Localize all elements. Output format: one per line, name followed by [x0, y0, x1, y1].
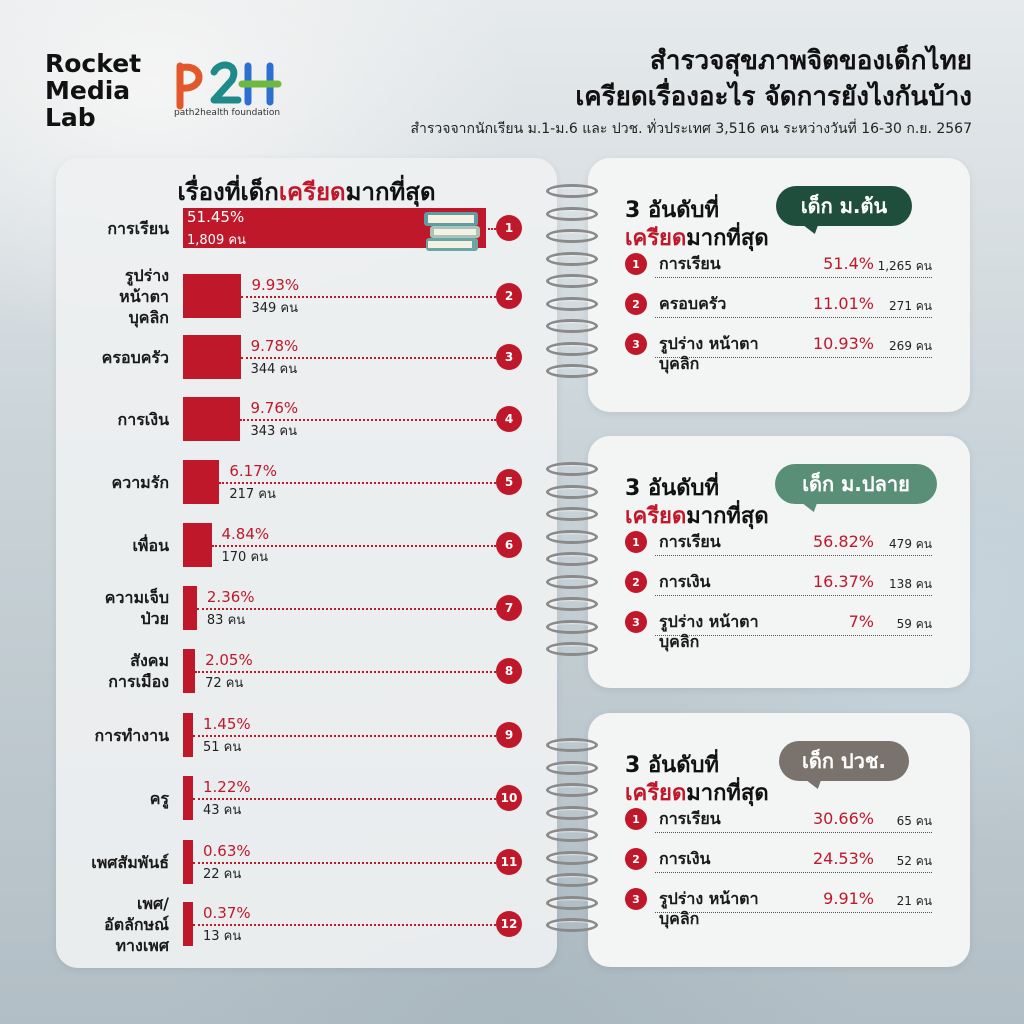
rocket-media-lab-logo: [45, 50, 141, 131]
row-count: 271 คน: [889, 299, 932, 313]
category-label: [102, 347, 169, 368]
panel-heading-highlight: เครียด: [625, 504, 687, 529]
row-label-line: การเรียน: [659, 532, 721, 551]
value-label: 1.22%: [203, 778, 251, 796]
binder-ring: [546, 896, 598, 910]
row-label-line: รูปร่าง หน้าตา: [659, 612, 759, 631]
chart-title-highlight: เครียด: [278, 178, 346, 206]
row-label-line: ครอบครัว: [659, 294, 727, 313]
panel-heading-highlight: เครียด: [625, 781, 687, 806]
value-label: 1.45%: [203, 715, 251, 733]
row-pct: 10.93%: [812, 334, 874, 353]
count-label: 170 คน: [221, 550, 269, 565]
row-label: [659, 532, 721, 552]
logo-line: Media: [45, 76, 131, 105]
bar: [183, 902, 193, 946]
panel-heading-highlight: เครียด: [625, 226, 687, 251]
category-label-line: การเมือง: [108, 672, 169, 691]
value-label: 4.84%: [221, 525, 270, 543]
category-label: [105, 587, 169, 629]
page-title-line1: สำรวจสุขภาพจิตของเด็กไทย: [650, 46, 972, 76]
category-label-line: เพศ/: [136, 893, 169, 913]
group-bubble: เด็ก ปวช.: [779, 741, 909, 781]
category-label-line: รูปร่าง: [124, 265, 169, 285]
row-divider: [655, 277, 932, 278]
leader-line: [241, 296, 496, 298]
row-rank-badge: 3: [625, 333, 647, 355]
row-rank-badge: 1: [625, 808, 647, 830]
binder-ring: [546, 738, 598, 752]
chart-title: [56, 172, 557, 211]
row-rank-badge: 3: [625, 888, 647, 910]
value-label: 2.36%: [206, 588, 255, 606]
chart-title-prefix: เรื่องที่เด็ก: [177, 178, 279, 206]
leader-line: [193, 924, 496, 926]
bar: [183, 586, 197, 630]
category-label: [118, 409, 169, 430]
value-label: 9.76%: [250, 399, 299, 417]
binder-ring: [546, 207, 598, 221]
row-label-line: การเรียน: [659, 809, 721, 828]
row-rank-badge: 2: [625, 571, 647, 593]
row-rank-badge: 2: [625, 293, 647, 315]
binder-ring: [546, 620, 598, 634]
category-label-line: อัตลักษณ์: [104, 914, 169, 934]
category-label-line: เพื่อน: [132, 535, 169, 555]
row-count: 138 คน: [889, 577, 932, 591]
row-label: [659, 889, 759, 929]
rank-badge: 10: [496, 785, 522, 811]
leader-line: [488, 228, 496, 230]
rank-badge: 8: [496, 658, 522, 684]
row-count: 479 คน: [889, 537, 932, 551]
count-label: 13 คน: [203, 929, 242, 944]
row-rank-badge: 1: [625, 531, 647, 553]
binder-ring: [546, 575, 598, 589]
category-label: [107, 218, 169, 239]
binder-ring: [546, 485, 598, 499]
partner-logo-text: path2health foundation: [174, 108, 281, 118]
row-count: 52 คน: [896, 854, 932, 868]
binder-ring: [546, 806, 598, 820]
row-divider: [655, 555, 932, 556]
panel-heading-line1: 3 อันดับที่: [625, 753, 719, 778]
row-divider: [655, 595, 932, 596]
row-count: 65 คน: [896, 814, 932, 828]
binder-ring: [546, 783, 598, 797]
category-label: [94, 725, 169, 746]
binder-ring: [546, 530, 598, 544]
bar: [183, 776, 193, 820]
row-rank-badge: 1: [625, 253, 647, 275]
binder-ring: [546, 297, 598, 311]
category-label: [91, 852, 169, 873]
row-rank-badge: 2: [625, 848, 647, 870]
category-label-line: ทางเพศ: [115, 935, 169, 955]
row-count: 59 คน: [896, 617, 932, 631]
category-label-line: การเรียน: [107, 218, 169, 238]
row-pct: 9.91%: [823, 889, 874, 908]
logo-line: Lab: [45, 103, 96, 132]
panel-heading-line1: 3 อันดับที่: [625, 198, 719, 223]
group-bubble: เด็ก ม.ปลาย: [775, 464, 937, 504]
binder-ring: [546, 918, 598, 932]
page-subtitle: สำรวจจากนักเรียน ม.1-ม.6 และ ปวช. ทั่วประเทศ 3,516 คน ระหว่างวันที่ 16-30 ก.ย. 2567: [410, 121, 972, 137]
row-pct: 16.37%: [812, 572, 874, 591]
category-label-line: การทำงาน: [94, 725, 169, 745]
row-label: [659, 809, 721, 829]
rank-badge: 11: [496, 849, 522, 875]
category-label: [108, 650, 169, 692]
bar: [183, 523, 212, 567]
value-label: 2.05%: [205, 651, 253, 669]
bar: [183, 274, 241, 318]
page-title-line2: เครียดเรื่องอะไร จัดการยังไงกันบ้าง: [575, 82, 972, 112]
logo-line: Rocket: [45, 49, 142, 78]
rank-badge: 1: [496, 215, 522, 241]
count-label: 51 คน: [203, 740, 242, 755]
category-label-line: เพศสัมพันธ์: [91, 852, 169, 872]
category-label-line: ความเจ็บ: [104, 588, 169, 607]
row-divider: [655, 832, 932, 833]
row-divider: [655, 912, 932, 913]
binder-ring: [546, 851, 598, 865]
value-label: 9.93%: [251, 276, 300, 294]
row-label-line: บุคลิก: [659, 354, 700, 373]
rank-badge: 5: [496, 469, 522, 495]
category-label-line: ป่วย: [140, 609, 169, 628]
row-label: [659, 334, 759, 374]
row-divider: [655, 317, 932, 318]
row-label-line: บุคลิก: [659, 909, 700, 928]
panel-heading-line2: [625, 775, 769, 810]
binder-ring: [546, 252, 598, 266]
leader-line: [219, 482, 496, 484]
count-label: 349 คน: [251, 301, 298, 316]
bar: [183, 460, 219, 504]
value-label: 51.45%: [187, 208, 245, 226]
count-label: 83 คน: [206, 613, 246, 628]
row-pct: 7%: [848, 612, 874, 631]
row-label: [659, 294, 726, 314]
count-label: 1,809 คน: [187, 233, 246, 248]
category-label-line: บุคลิก: [128, 307, 169, 327]
row-label-line: บุคลิก: [659, 632, 700, 651]
row-label: [659, 254, 721, 274]
binder-ring: [546, 552, 598, 566]
leader-line: [241, 357, 496, 359]
row-count: 1,265 คน: [877, 259, 932, 273]
leader-line: [212, 545, 496, 547]
binder-ring: [546, 184, 598, 198]
row-count: 269 คน: [889, 339, 932, 353]
category-label: [132, 535, 169, 556]
bar: [183, 397, 240, 441]
binder-ring: [546, 507, 598, 521]
binder-ring: [546, 229, 598, 243]
row-divider: [655, 635, 932, 636]
count-label: 22 คน: [203, 867, 242, 882]
rank-badge: 12: [496, 911, 522, 937]
rank-badge: 4: [496, 406, 522, 432]
leader-line: [197, 608, 496, 610]
row-rank-badge: 3: [625, 611, 647, 633]
count-label: 43 คน: [203, 803, 242, 818]
binder-ring: [546, 597, 598, 611]
value-label: 6.17%: [229, 462, 277, 480]
leader-line: [193, 735, 496, 737]
binder-ring: [546, 828, 598, 842]
binder-ring: [546, 342, 598, 356]
category-label: [112, 472, 170, 493]
row-label: [659, 612, 759, 652]
bar: [183, 713, 193, 757]
category-label: [150, 788, 169, 809]
category-label-line: ครู: [149, 788, 169, 808]
count-label: 217 คน: [229, 487, 276, 502]
bar: [183, 335, 241, 379]
row-label: [659, 572, 710, 592]
rank-badge: 6: [496, 532, 522, 558]
binder-ring: [546, 873, 598, 887]
category-label-line: สังคม: [130, 651, 169, 670]
binder-ring: [546, 274, 598, 288]
leader-line: [193, 798, 496, 800]
value-label: 9.78%: [250, 337, 299, 355]
chart-title-suffix: มากที่สุด: [345, 178, 436, 206]
panel-heading-suffix: มากที่สุด: [686, 504, 769, 529]
panel-heading-line2: [625, 220, 769, 255]
row-label-line: รูปร่าง หน้าตา: [659, 334, 759, 353]
binder-ring: [546, 319, 598, 333]
category-label: [119, 265, 169, 328]
binder-ring: [546, 462, 598, 476]
count-label: 344 คน: [250, 362, 298, 377]
row-count: 21 คน: [896, 894, 932, 908]
count-label: 72 คน: [205, 676, 244, 691]
books-icon: [422, 208, 484, 254]
value-label: 0.37%: [203, 904, 251, 922]
row-label-line: การเงิน: [659, 849, 711, 868]
category-label-line: การเงิน: [117, 409, 169, 429]
row-label-line: การเรียน: [659, 254, 721, 273]
binder-ring: [546, 761, 598, 775]
row-label-line: การเงิน: [659, 572, 711, 591]
category-label: [104, 893, 169, 956]
panel-heading-suffix: มากที่สุด: [686, 781, 769, 806]
row-label-line: รูปร่าง หน้าตา: [659, 889, 759, 908]
rank-badge: 2: [496, 283, 522, 309]
category-label-line: ครอบครัว: [101, 347, 169, 367]
row-divider: [655, 357, 932, 358]
group-bubble: เด็ก ม.ต้น: [776, 186, 912, 226]
rank-badge: 7: [496, 595, 522, 621]
bar: [183, 649, 195, 693]
binder-ring: [546, 364, 598, 378]
row-pct: 30.66%: [812, 809, 874, 828]
row-pct: 51.4%: [823, 254, 874, 273]
category-label-line: หน้าตา: [119, 286, 169, 306]
row-label: [659, 849, 710, 869]
leader-line: [195, 671, 496, 673]
panel-heading-line2: [625, 498, 769, 533]
category-label-line: ความรัก: [111, 472, 169, 492]
binder-ring: [546, 642, 598, 656]
leader-line: [240, 419, 496, 421]
panel-heading-line1: 3 อันดับที่: [625, 476, 719, 501]
panel-heading-suffix: มากที่สุด: [686, 226, 769, 251]
rank-badge: 9: [496, 722, 522, 748]
bar: [183, 840, 193, 884]
count-label: 343 คน: [250, 424, 297, 439]
row-pct: 11.01%: [812, 294, 874, 313]
row-pct: 24.53%: [812, 849, 874, 868]
row-pct: 56.82%: [812, 532, 874, 551]
rank-badge: 3: [496, 344, 522, 370]
row-divider: [655, 872, 932, 873]
value-label: 0.63%: [203, 842, 251, 860]
leader-line: [193, 862, 496, 864]
